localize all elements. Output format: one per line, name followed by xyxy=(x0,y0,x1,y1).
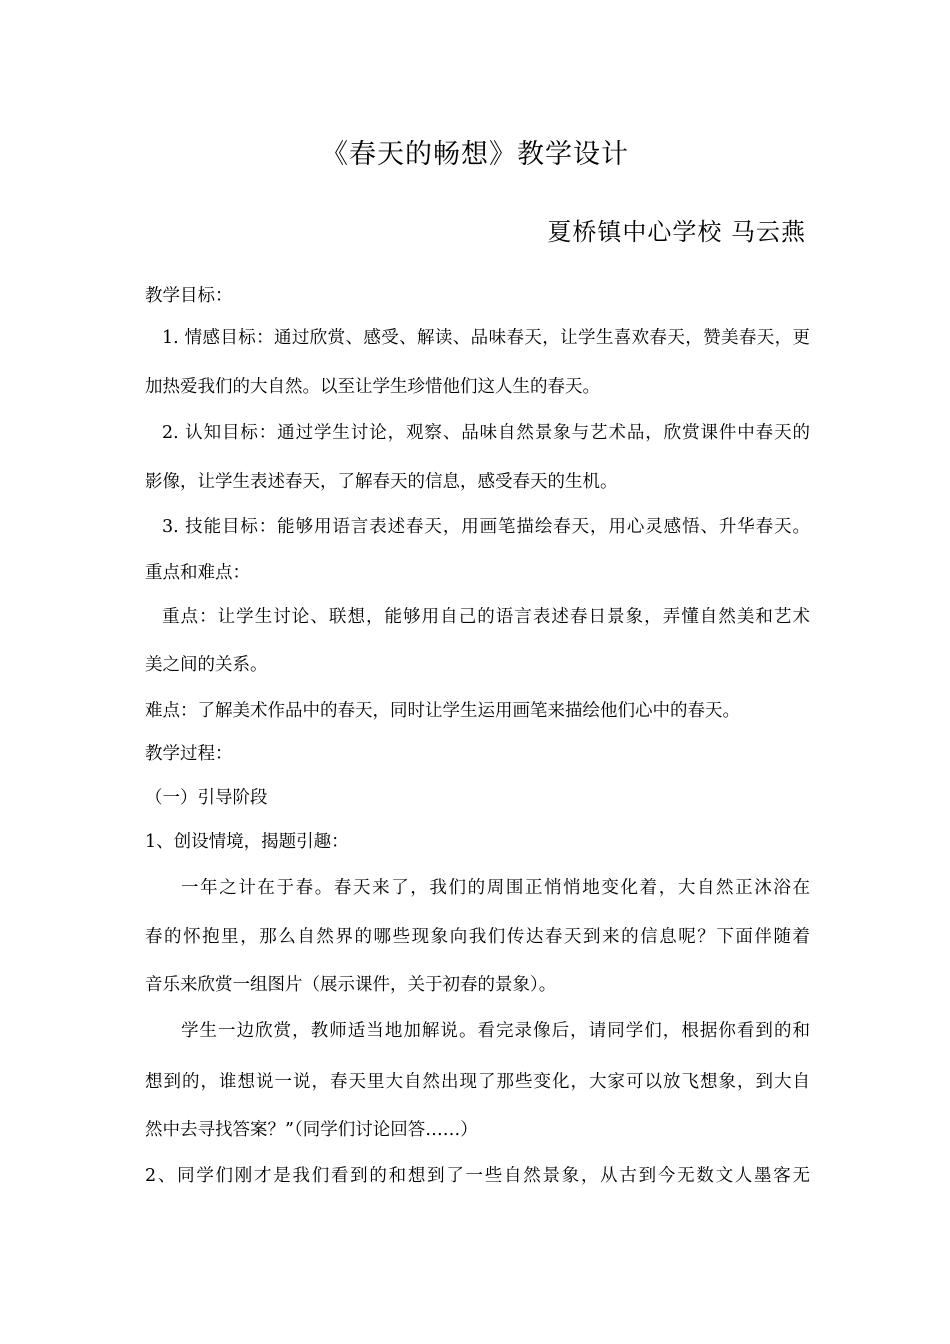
paragraph-1-line-2: 春的怀抱里，那么自然界的哪些现象向我们传达春天到来的信息呢？下面伴随着 xyxy=(145,927,810,947)
author-line: 夏桥镇中心学校 马云燕 xyxy=(547,218,806,246)
paragraph-2-line-3: 然中去寻找答案？”（同学们讨论回答……） xyxy=(145,1120,478,1140)
stage-heading-guidance: （一）引导阶段 xyxy=(145,788,268,808)
section-heading-key-points: 重点和难点： xyxy=(145,563,250,583)
document-title: 《春天的畅想》教学设计 xyxy=(321,139,629,170)
goal-emotion-line-2: 加热爱我们的大自然。以至让学生珍惜他们这人生的春天。 xyxy=(145,377,600,397)
section-heading-process: 教学过程： xyxy=(145,744,233,764)
difficult-point-line: 难点：了解美术作品中的春天，同时让学生运用画笔来描绘他们心中的春天。 xyxy=(145,701,740,721)
goal-cognitive-line-1: 2. 认知目标：通过学生讨论，观察、品味自然景象与艺术品，欣赏课件中春天的 xyxy=(162,423,810,443)
paragraph-1-line-3: 音乐来欣赏一组图片（展示课件，关于初春的景象）。 xyxy=(145,975,557,995)
goal-emotion-line-1: 1. 情感目标：通过欣赏、感受、解读、品味春天，让学生喜欢春天，赞美春天，更 xyxy=(162,328,810,348)
step-2-line-1: 2、同学们刚才是我们看到的和想到了一些自然景象，从古到今无数文人墨客无 xyxy=(145,1166,810,1186)
section-heading-goals: 教学目标： xyxy=(145,286,233,306)
goal-skill-line: 3. 技能目标：能够用语言表述春天，用画笔描绘春天，用心灵感悟、升华春天。 xyxy=(162,517,810,537)
step-heading-1: 1、创设情境，揭题引趣： xyxy=(145,832,349,852)
paragraph-1-line-1: 一年之计在于春。春天来了，我们的周围正悄悄地变化着，大自然正沐浴在 xyxy=(181,878,810,898)
goal-cognitive-line-2: 影像，让学生表述春天，了解春天的信息，感受春天的生机。 xyxy=(145,472,618,492)
paragraph-2-line-1: 学生一边欣赏，教师适当地加解说。看完录像后，请同学们，根据你看到的和 xyxy=(181,1021,810,1041)
key-point-line-1: 重点：让学生讨论、联想，能够用自己的语言表述春日景象，弄懂自然美和艺术 xyxy=(162,607,810,627)
key-point-line-2: 美之间的关系。 xyxy=(145,655,268,675)
paragraph-2-line-2: 想到的，谁想说一说，春天里大自然出现了那些变化，大家可以放飞想象，到大自 xyxy=(145,1072,810,1092)
